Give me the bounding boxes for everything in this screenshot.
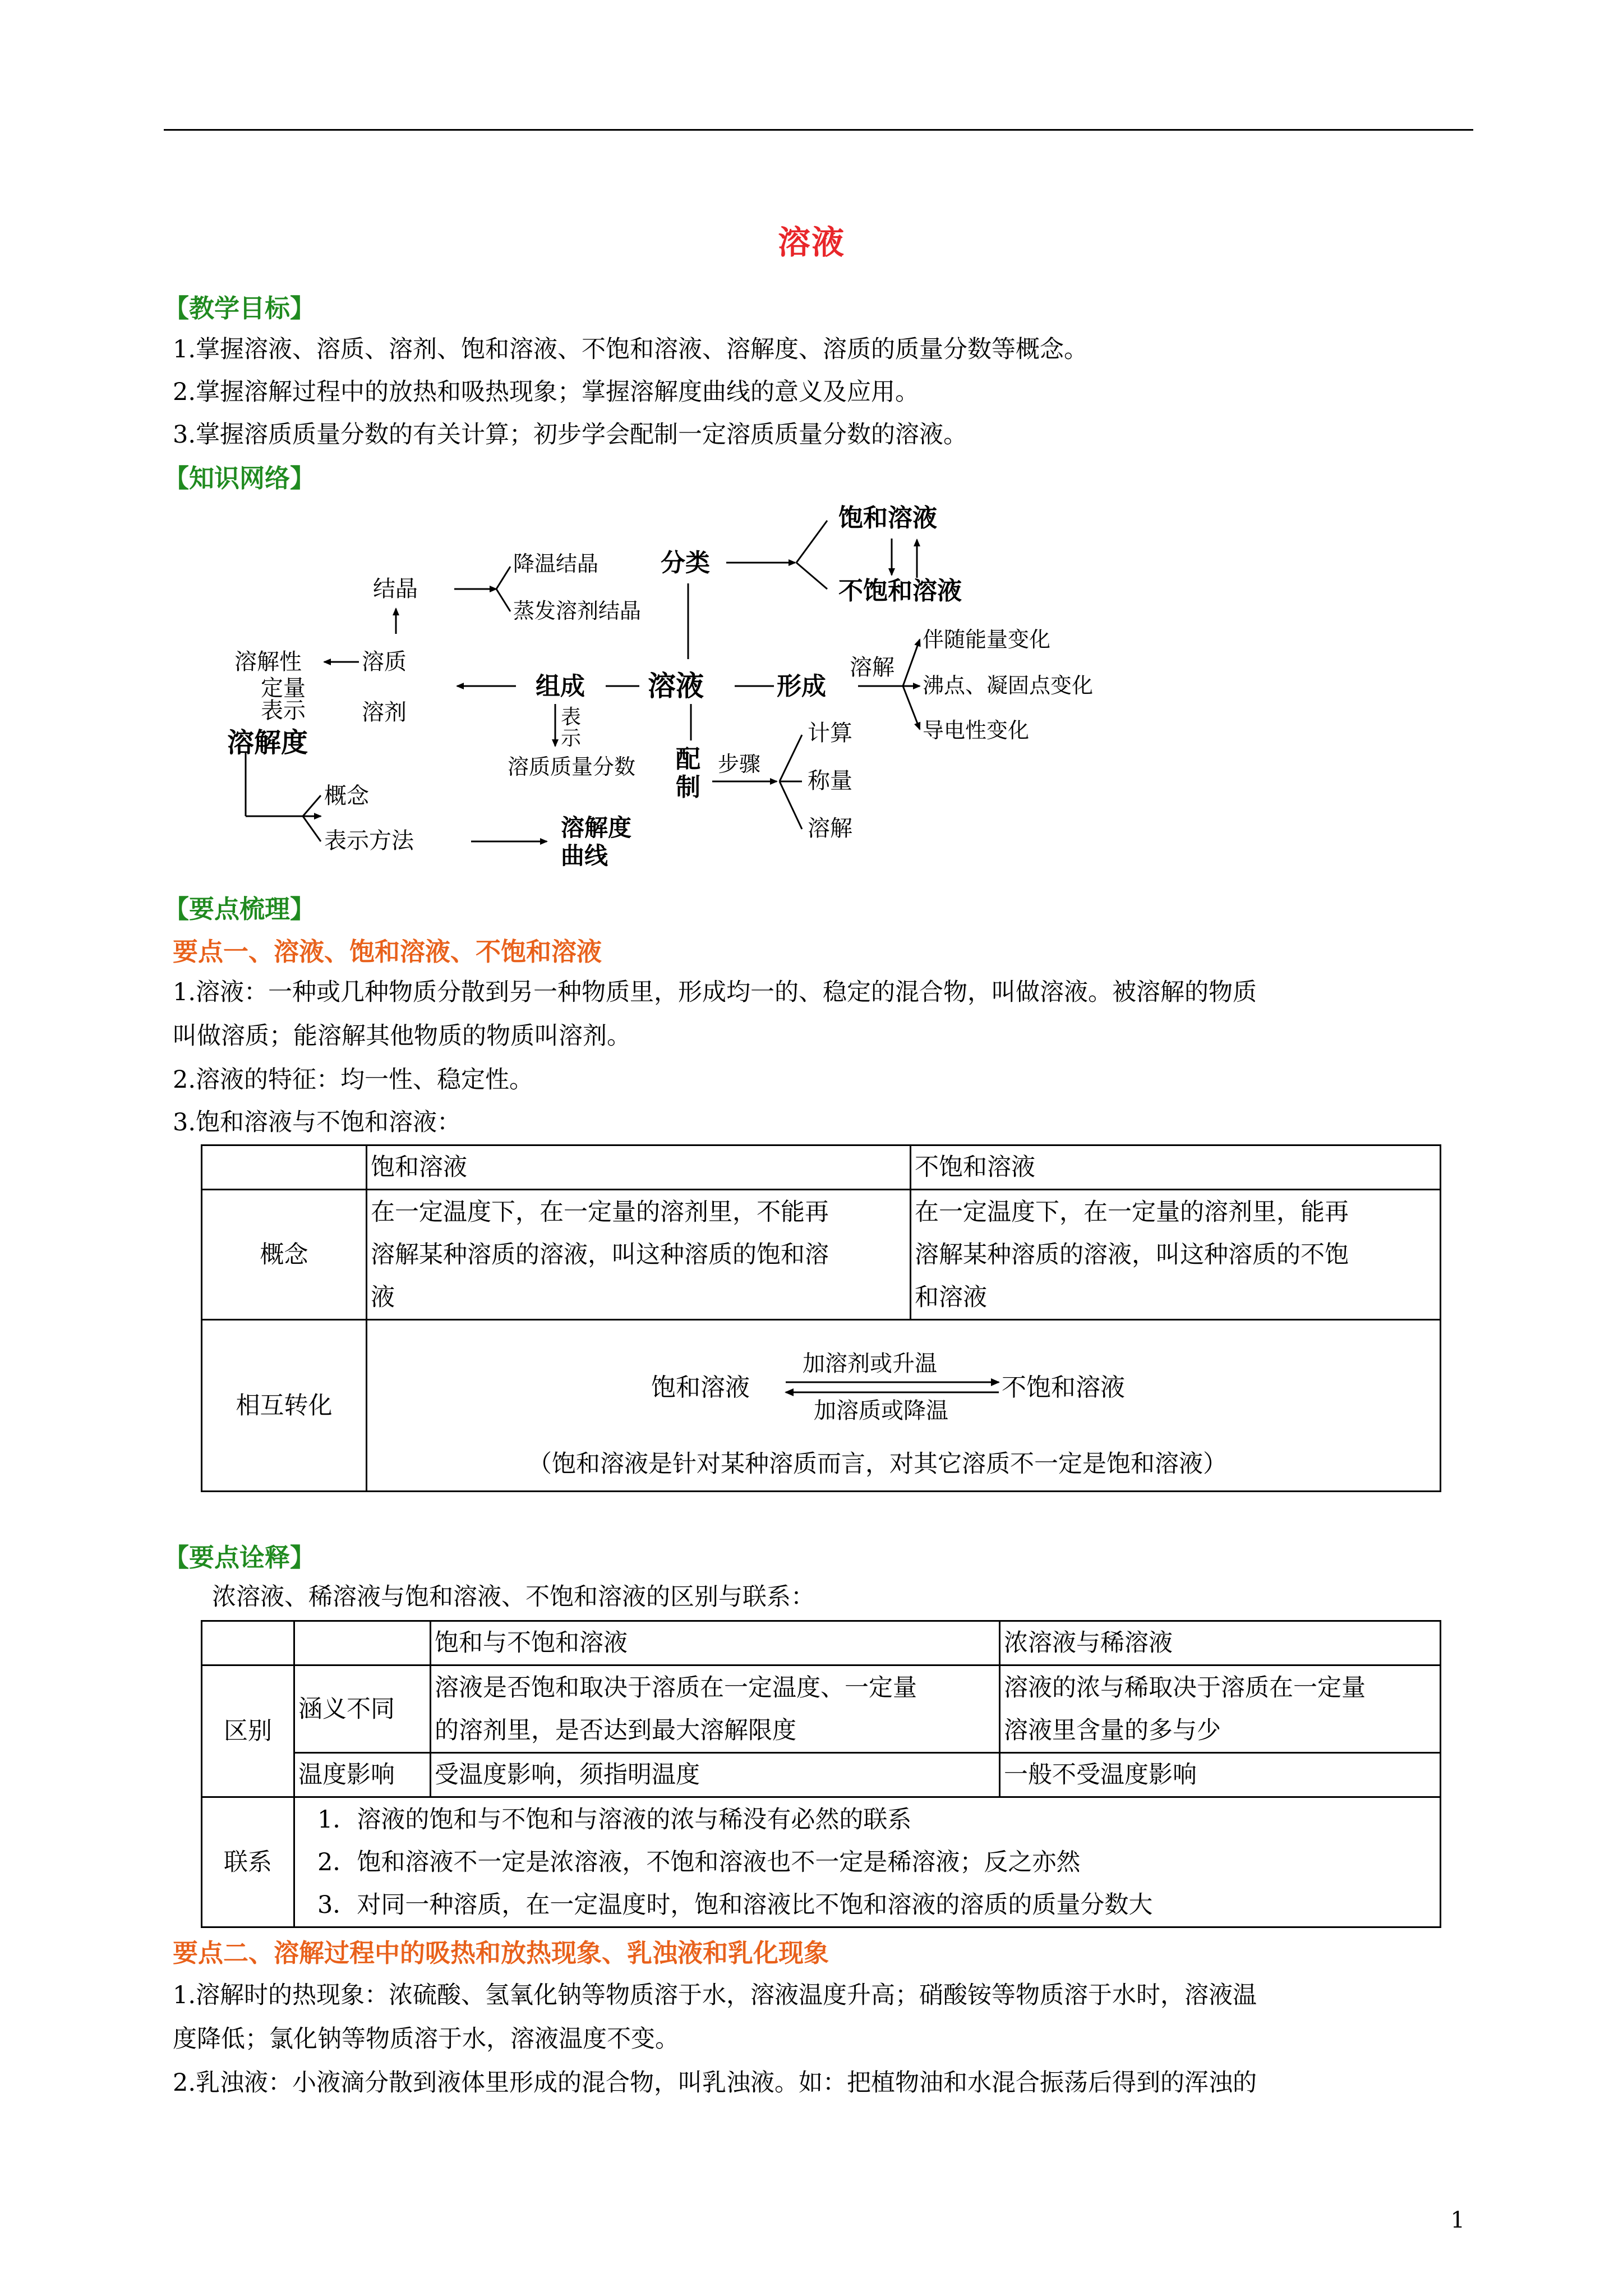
node-center: 溶液 (648, 670, 704, 702)
node-daodian: 导电性变化 (923, 718, 1030, 743)
point2-text: 1.溶解时的热现象：浓硫酸、氢氧化钠等物质溶于水，溶液温度升高；硝酸铵等物质溶于水时，溶液温 (173, 1981, 1257, 2009)
explain-heading: 【要点诠释】 (164, 1543, 316, 1572)
point2-heading: 要点二、溶解过程中的吸热和放热现象、乳浊液和乳化现象 (173, 1938, 829, 1968)
table-cell-text: 溶解某种溶质的溶液，叫这种溶质的不饱 (915, 1240, 1349, 1269)
node-jiangwen: 降温结晶 (513, 551, 599, 576)
node-nengliang: 伴随能量变化 (923, 627, 1051, 652)
point2-text: 度降低；氯化钠等物质溶于水，溶液温度不变。 (173, 2025, 679, 2053)
goal-item: 2.掌握溶解过程中的放热和吸热现象；掌握溶解度曲线的意义及应用。 (173, 378, 920, 406)
table-cell-text: 溶液的浓与稀取决于溶质在一定量 (1004, 1673, 1366, 1702)
table-cell-text: 液 (371, 1283, 395, 1312)
point2-text: 2.乳浊液：小液滴分散到液体里形成的混合物，叫乳浊液。如：把植物油和水混合振荡后得到的浑浊的 (173, 2069, 1257, 2097)
node-rongjiedu: 溶解度 (227, 727, 308, 758)
table-corner (294, 1621, 431, 1665)
node-rongjie2: 溶解 (808, 816, 852, 841)
table-cell-text: 在一定温度下，在一定量的溶剂里，不能再 (371, 1198, 829, 1226)
goal-item: 3.掌握溶质质量分数的有关计算；初步学会配制一定溶质质量分数的溶液。 (173, 421, 968, 449)
conv-top: 加溶剂或升温 (803, 1350, 937, 1377)
header-rule (164, 129, 1473, 131)
goals-heading: 【教学目标】 (164, 293, 316, 323)
node-fenshu: 溶质质量分数 (508, 754, 636, 779)
point1-heading: 要点一、溶液、饱和溶液、不饱和溶液 (173, 937, 602, 967)
knowledge-network-diagram (213, 488, 1178, 881)
keypoints-heading: 【要点梳理】 (164, 894, 316, 924)
table-cell-text: 2．饱和溶液不一定是浓溶液，不饱和溶液也不一定是稀溶液；反之亦然 (317, 1848, 1081, 1876)
node-rongjie: 溶解 (850, 655, 895, 680)
row-sublabel: 温度影响 (294, 1753, 431, 1797)
row-label: 相互转化 (202, 1320, 367, 1492)
node-peizhi-1: 配 (676, 745, 700, 774)
point1-text: 2.溶液的特征：均一性、稳定性。 (173, 1066, 534, 1094)
node-feidian: 沸点、凝固点变化 (923, 673, 1094, 698)
explain-intro: 浓溶液、稀溶液与饱和溶液、不饱和溶液的区别与联系： (212, 1583, 815, 1611)
node-rongji: 溶剂 (362, 700, 407, 725)
page-title: 溶液 (777, 223, 845, 261)
node-biaoshi: 表示 (261, 698, 306, 724)
col-header: 不饱和溶液 (911, 1145, 1441, 1190)
col-header: 浓溶液与稀溶液 (1000, 1621, 1441, 1665)
node-rongzhi: 溶质 (362, 649, 407, 675)
node-bubaohe: 不饱和溶液 (838, 577, 962, 605)
table-cell-text: 和溶液 (915, 1283, 987, 1312)
table-cell-text: 1．溶液的饱和与不饱和与溶液的浓与稀没有必然的联系 (317, 1805, 912, 1834)
node-biaoshi-v1: 表 (561, 706, 582, 729)
col-header: 饱和溶液 (367, 1145, 911, 1190)
node-baohe: 饱和溶液 (838, 504, 937, 532)
conv-right: 不饱和溶液 (1002, 1373, 1125, 1402)
row-sublabel: 涵义不同 (294, 1665, 431, 1753)
point1-text: 3.饱和溶液与不饱和溶液： (173, 1108, 462, 1137)
saturation-table (201, 1144, 1441, 1492)
node-rongjiexing: 溶解性 (234, 649, 302, 675)
conv-note: （饱和溶液是针对某种溶质而言，对其它溶质不一定是饱和溶液） (528, 1450, 1227, 1478)
table-corner (202, 1145, 367, 1190)
node-peizhi-2: 制 (676, 773, 700, 802)
node-jisuan: 计算 (808, 720, 852, 746)
node-buzhou: 步骤 (718, 752, 761, 776)
row-label: 概念 (202, 1190, 367, 1320)
node-gainian: 概念 (324, 783, 369, 809)
table-cell-text: 溶液里含量的多与少 (1004, 1716, 1221, 1745)
point1-text: 1.溶液：一种或几种物质分散到另一种物质里，形成均一的、稳定的混合物，叫做溶液。被溶解的物质 (173, 978, 1257, 1006)
node-fenlei: 分类 (661, 549, 710, 577)
node-quxian-1: 溶解度 (561, 814, 632, 841)
node-jiejing: 结晶 (373, 576, 418, 602)
node-chengliang: 称量 (808, 768, 852, 794)
conv-left: 饱和溶液 (651, 1373, 750, 1402)
node-biaoshifangfa: 表示方法 (324, 828, 414, 854)
table-cell-text: 3．对同一种溶质，在一定温度时，饱和溶液比不饱和溶液的溶质的质量分数大 (317, 1890, 1153, 1919)
conversion-diagram (371, 1322, 1436, 1490)
table-corner (202, 1621, 294, 1665)
row-label: 联系 (202, 1797, 294, 1927)
node-quxian-2: 曲线 (561, 842, 608, 869)
node-zucheng: 组成 (536, 672, 585, 701)
row-label: 区别 (202, 1665, 294, 1797)
node-xingcheng: 形成 (777, 672, 826, 701)
table-cell-text: 在一定温度下，在一定量的溶剂里，能再 (915, 1198, 1349, 1226)
col-header: 饱和与不饱和溶液 (431, 1621, 1000, 1665)
point1-text: 叫做溶质；能溶解其他物质的物质叫溶剂。 (173, 1022, 631, 1050)
node-biaoshi-v2: 示 (561, 727, 582, 750)
table-cell-text: 的溶剂里，是否达到最大溶解限度 (435, 1716, 796, 1745)
node-zhengfa: 蒸发溶剂结晶 (513, 599, 642, 623)
table-cell-text: 受温度影响，须指明温度 (431, 1753, 1000, 1797)
table-cell-text: 一般不受温度影响 (1000, 1753, 1441, 1797)
comparison-table (201, 1620, 1441, 1928)
node-dingliang: 定量 (261, 675, 306, 701)
network-heading: 【知识网络】 (164, 463, 316, 493)
goal-item: 1.掌握溶液、溶质、溶剂、饱和溶液、不饱和溶液、溶解度、溶质的质量分数等概念。 (173, 335, 1089, 364)
conv-bottom: 加溶质或降温 (814, 1397, 948, 1424)
table-cell-text: 溶液是否饱和取决于溶质在一定温度、一定量 (435, 1673, 917, 1702)
table-cell-text: 溶解某种溶质的溶液，叫这种溶质的饱和溶 (371, 1240, 829, 1269)
page-number: 1 (1450, 2207, 1465, 2233)
